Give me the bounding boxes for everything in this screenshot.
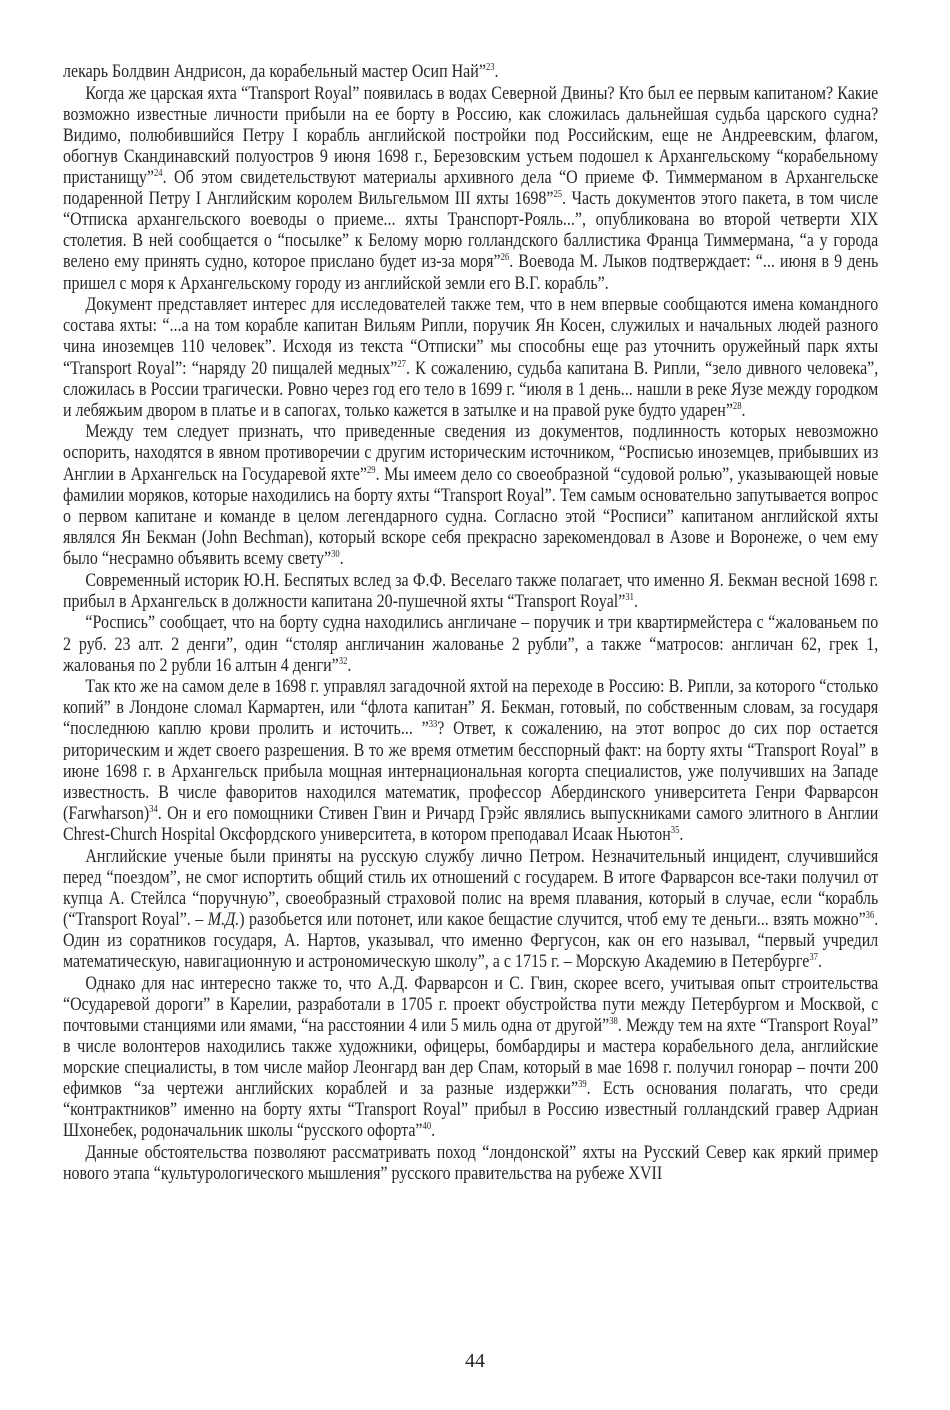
text-run: . — [679, 823, 684, 845]
footnote-reference: 35 — [670, 824, 680, 836]
text-run: . Об этом свидетельствуют материалы архивного дела “О приеме Ф. Тиммерманом в Архангельске подаренной Петру I Английским королем Вильгельмом III яхты 1698” — [63, 167, 879, 210]
text-run: . Между тем на яхте “Transport Royal” в числе волонтеров находились также художники, офицеры, бомбардиры и мастера корабельного дела, английские морские специалисты, в том числе майор Леонгард ван дер Спам, который в мае 1698 г. получил гонорар – почти 200 ефимков “за чертежи английских кораблей и за разные издержки” — [63, 1014, 879, 1100]
text-run: . Есть основания полагать, что среди “контрактников” именно на борту яхты “Transport Royal” прибыл в Россию известный голландский гравер Адриан Шхонебек, родоначальник школы “русского офорта” — [63, 1078, 879, 1142]
text-run: Данные обстоятельства позволяют рассматривать поход “лондонской” яхты на Русский Север как яркий пример нового этапа “культурологического мышления” русского правительства на рубеже XVII — [63, 1142, 879, 1185]
page-number: 44 — [465, 1350, 485, 1372]
text-run: Однако для нас интересно также то, что А.Д. Фарварсон и С. Гвин, скорее всего, учитывая опыт строительства “Осударевой дороги” в Карелии, разработали в 1705 г. проект обустройства пути между Петербургом и Москвой, с почтовыми станциями или ямами, “на расстоянии 4 или 5 миль одна от другой” — [63, 972, 879, 1036]
paragraph — [63, 846, 878, 973]
text-run: . Он и его помощники Стивен Гвин и Ричард Грэйс являлись выпускниками самого элитного в Англии Chrest-Church Hospital Оксфордского университета, в котором преподавал Исаак Ньютон — [63, 802, 879, 845]
paragraph — [63, 83, 878, 294]
footnote-reference: 40 — [422, 1121, 432, 1133]
paragraph — [63, 973, 878, 1142]
editor-initials: М.Д. — [207, 908, 240, 930]
text-run: Английские ученые были приняты на русскую службу лично Петром. Незначительный инцидент, случившийся перед “поездом”, не смог испортить общий стиль их отношений с государем. В итоге Фарварсон все-таки получил от купца А. Стейлса “поручную”, своеобразный страховой полис на время плавания, который в случае, если “корабль (“Transport Royal”. – — [63, 845, 879, 930]
text-run: . — [494, 61, 499, 82]
text-run: Современный историк Ю.Н. Беспятых вслед за Ф.Ф. Веселаго также полагает, что именно Я. Бекман весной 1698 г. прибыл в Архангельск в должности капитана 20-пушечной яхты “Transport Royal” — [63, 569, 879, 612]
footnote-reference: 34 — [149, 803, 158, 815]
paragraph-continuation — [63, 61, 878, 82]
text-run: . — [347, 654, 352, 676]
paragraph — [63, 1142, 878, 1184]
paragraph — [63, 421, 878, 569]
text-run: Когда же царская яхта “Transport Royal” появилась в водах Северной Двины? Кто был ее первым капитаном? Какие возможно известные личности прибыли на ее борту в Россию, как сложилась дальнейшая судьба царского судна? Видимо, полюбившийся Петру I корабль английской постройки под Российским, еще не Андреевским, флагом, обогнув Скандинавский полуостров 9 июня 1698 г., Березовским устьем подошел к Архангельскому “корабельному пристанищу” — [63, 82, 879, 189]
footnote-reference: 39 — [578, 1079, 587, 1091]
paragraph — [63, 294, 878, 421]
footnote-reference: 36 — [865, 909, 875, 921]
footnote-reference: 28 — [732, 400, 742, 412]
text-run: . Один из соратников государя, А. Нартов, указывал, что именно Фергусон, как он его называл, “первый учредил математическую, навигационную и астрономическую школу”, а с 1715 г. – Морскую Академию в Петербурге — [63, 908, 879, 973]
paragraph — [63, 612, 878, 675]
footnote-reference: 32 — [338, 655, 348, 667]
text-run: . — [741, 399, 746, 421]
footnote-reference: 31 — [625, 591, 634, 603]
footnote-reference: 25 — [553, 189, 563, 201]
text-run: Документ представляет интерес для исследователей также тем, что в нем впервые сообщаются имена командного состава яхты: “...а на том корабле капитан Вильям Рипли, поручик Ян Косен, служилых и начальных людей разного чина иноземцев 110 человек”. Исходя из текста “Отписки” мы способны еще раз уточнить оружейный парк яхты “Transport Royal”: “наряду 20 пищалей медных” — [63, 294, 879, 379]
footnote-reference: 27 — [397, 358, 406, 370]
text-run: ) разобьется или потонет, или какое бещастие случится, чтоб ему те деньги... взять можно” — [239, 908, 866, 930]
text-run: . — [431, 1120, 436, 1142]
text-run: лекарь Болдвин Андрисон, да корабельный мастер Осип Най” — [63, 61, 486, 82]
footnote-reference: 37 — [809, 952, 818, 964]
text-run: “Роспись” сообщает, что на борту судна находились англичане – поручик и три квартирмейстера с “жалованьем по 2 руб. 23 алт. 2 денги”, один “столяр англичанин жалованье 2 рубли”, а также “матросов: англичан 62, грек 1, жалованья по 2 рубли 16 алтын 4 денги” — [63, 612, 879, 676]
paragraph — [63, 676, 878, 845]
footnote-reference: 23 — [485, 62, 495, 73]
text-run: . — [633, 590, 638, 612]
footnote-reference: 29 — [366, 464, 376, 476]
text-run: . Часть документов этого пакета, в том числе “Отписка архангельского воеводы о приеме... яхты Транспорт-Рояль...”, опубликована во второй четверти XIX столетия. В ней сообщается о “посылке” к Белому морю голландского баллистика Франца Тиммермана, “а у города велено ему принять судно, которое прислано будет из-за моря” — [63, 188, 879, 273]
text-run: . Воевода М. Лыков подтверждает: “... июня в 9 день пришел с моря к Архангельскому городу из английской земли его В.Г. корабль”. — [63, 251, 879, 294]
footnote-reference: 30 — [331, 548, 340, 560]
text-run: . К сожалению, судьба капитана В. Рипли, “зело дивного человека”, сложилась в России трагически. Ровно через год его тело в 1699 г. “июля в 1 день... нашли в реке Яузе между городком и лебяжьим двором в платье и в сапогах, только кажется в затылке и на правой руке будто ударен” — [63, 357, 879, 421]
paragraph — [63, 570, 878, 612]
footnote-reference: 26 — [500, 252, 510, 264]
footnote-reference: 33 — [428, 719, 438, 731]
footnote-reference: 24 — [154, 168, 163, 180]
text-run: . — [817, 951, 822, 973]
text-run: . — [339, 547, 344, 569]
text-run: . Мы имеем дело со своеобразной “судовой ролью”, указывающей новые фамилии моряков, которые находились на борту яхты “Transport Royal”. Тем самым основательно запутывается вопрос о первом капитане и команде в целом легендарного судна. Согласно этой “Росписи” капитаном английской яхты являлся Ян Бекман (John Bechman), который вскоре себя прекрасно зарекомендовал в Азове и Воронеже, о чем ему было “несрамно объявить всему свету” — [63, 463, 879, 569]
text-run: ? Ответ, к сожалению, на этот вопрос до сих пор остается риторическим и ждет своего разрешения. В то же время отметим бесспорный факт: на борту яхты “Transport Royal” в июне 1698 г. в Архангельск прибыла мощная интернациональная когорта специалистов, уже получивших на Западе известность. В числе фаворитов находился математик, профессор Абердинского университета Генри Фарварсон (Farwharson) — [63, 718, 879, 824]
page-body — [63, 61, 878, 1185]
text-run: Между тем следует признать, что приведенные сведения из документов, подлинность которых невозможно оспорить, находятся в явном противоречии с другим историческим источником, “Росписью иноземцев, прибывших из Англии в Архангельск на Государевой яхте” — [63, 421, 879, 485]
text-run: Так кто же на самом деле в 1698 г. управлял загадочной яхтой на переходе в Россию: В. Рипли, за которого “столько копий” в Лондоне сломал Кармартен, или “флота капитан” Я. Бекман, готовый, по собственным словам, за государя “последнюю каплю крови пролить и источить... ” — [63, 676, 879, 740]
footnote-reference: 38 — [609, 1015, 618, 1027]
text-flow — [63, 61, 878, 1184]
